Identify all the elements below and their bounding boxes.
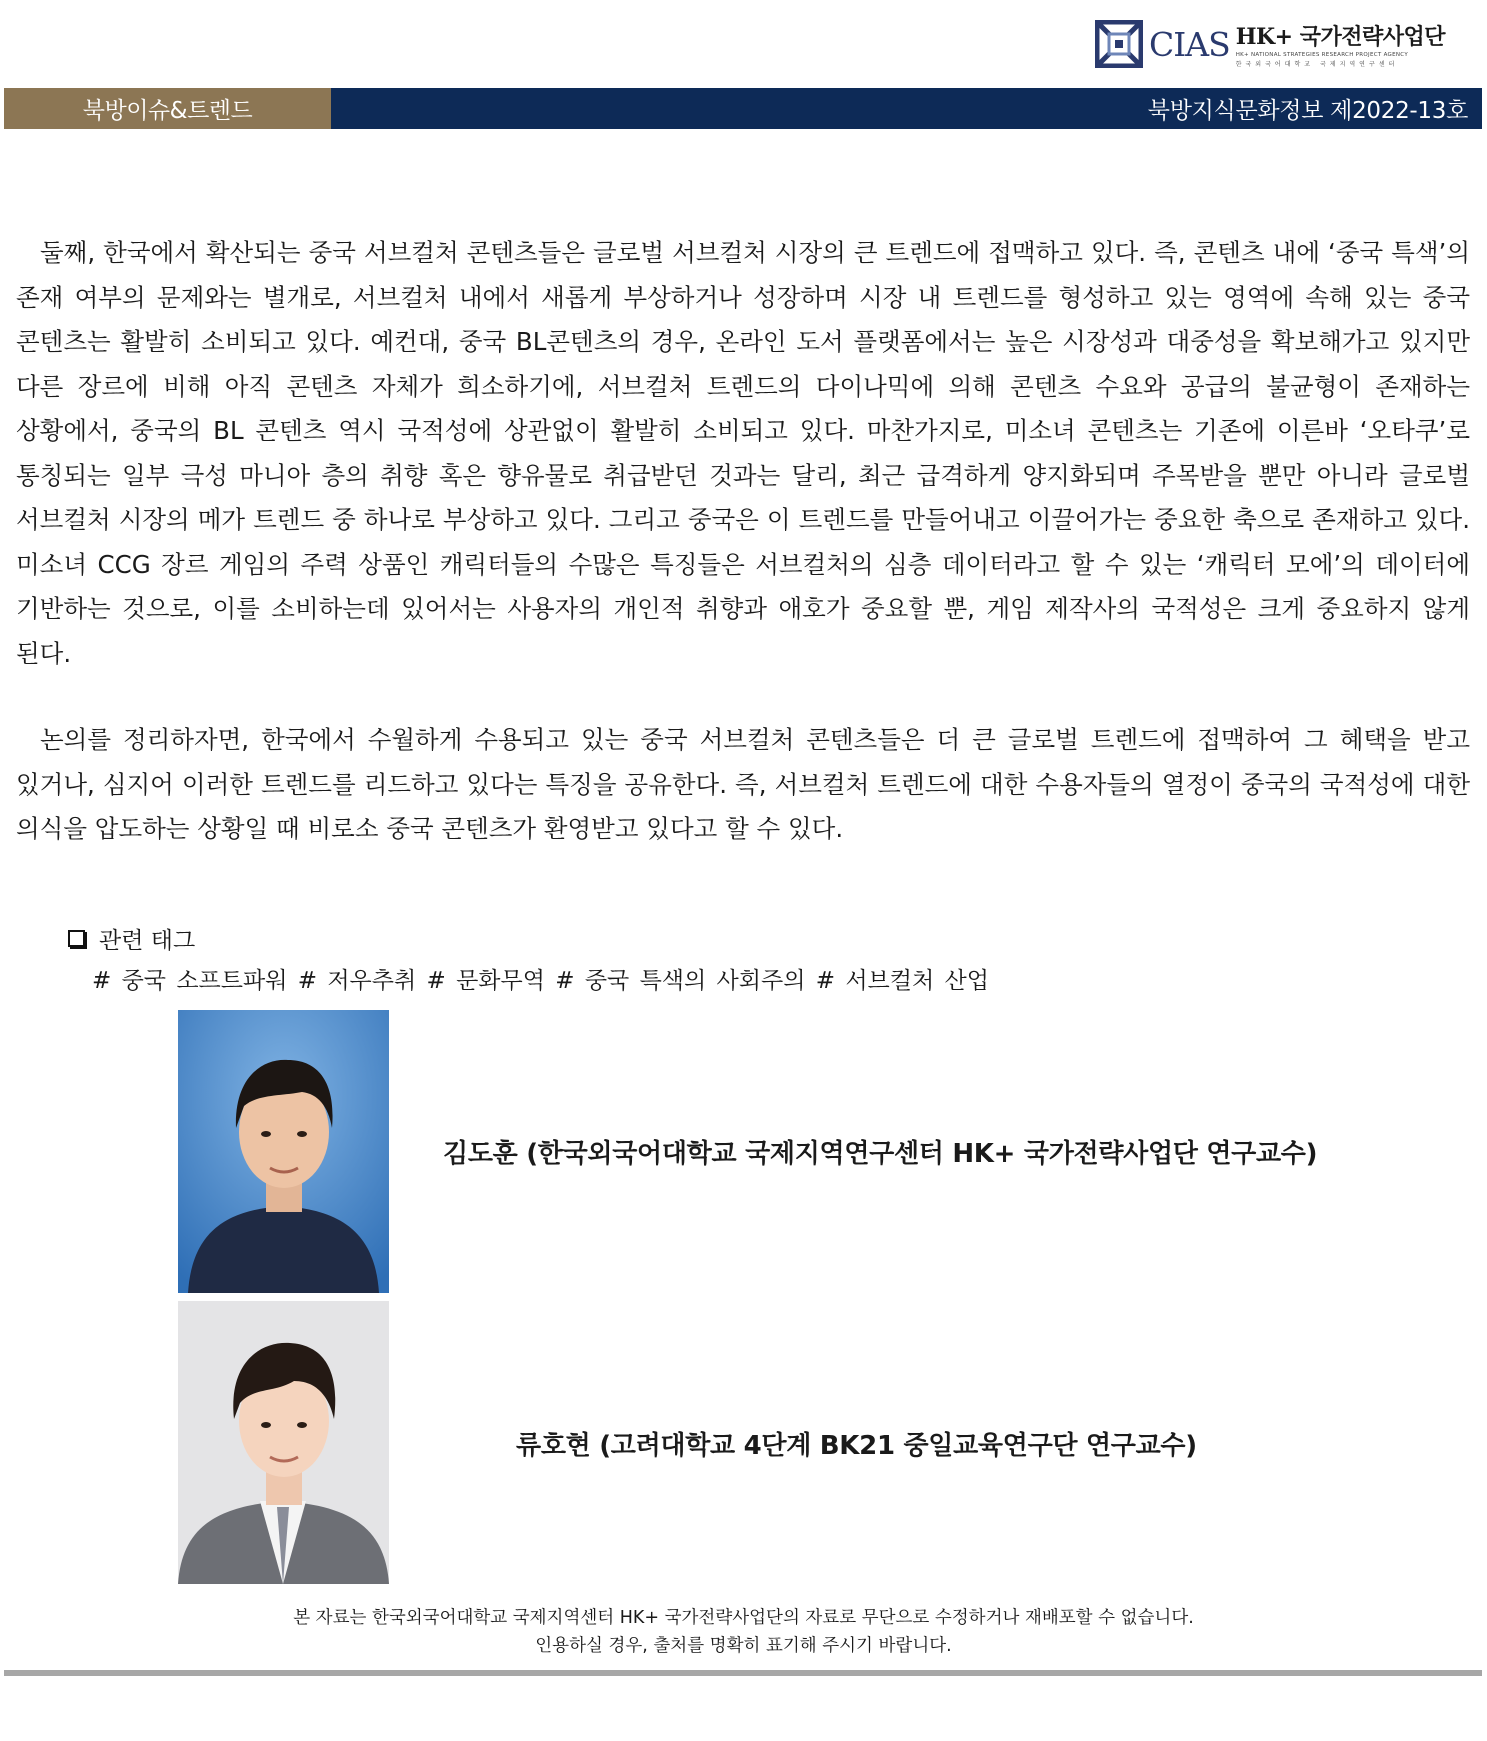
portrait-icon bbox=[178, 1010, 389, 1293]
footer-divider bbox=[4, 1670, 1482, 1676]
issue-number: 북방지식문화정보 제2022-13호 bbox=[331, 88, 1482, 129]
author-name-2: 류호현 (고려대학교 4단계 BK21 중일교육연구단 연구교수) bbox=[516, 1431, 1197, 1461]
cias-logo bbox=[1095, 20, 1445, 68]
related-tags-list: # 중국 소프트파워 # 저우추취 # 문화무역 # 중국 특색의 사회주의 # 서브컬처 산업 bbox=[92, 968, 989, 994]
portrait-icon bbox=[178, 1301, 389, 1584]
logo-title: HK+ 국가전략사업단 bbox=[1235, 24, 1445, 50]
citation-notice: 인용하실 경우, 출처를 명확히 표기해 주시기 바랍니다. bbox=[535, 1636, 952, 1656]
section-label: 북방이슈&트렌드 bbox=[4, 88, 331, 129]
author-name-1: 김도훈 (한국외국어대학교 국제지역연구센터 HK+ 국가전략사업단 연구교수) bbox=[443, 1139, 1318, 1169]
cias-emblem-icon bbox=[1095, 20, 1143, 68]
body-paragraph-2: 논의를 정리하자면, 한국에서 수월하게 수용되고 있는 중국 서브컬처 콘텐츠들은 더 큰 글로벌 트렌드에 접맥하여 그 혜택을 받고 있거나, 심지어 이러한 트렌드를 리드하고 있다는 특징을 공유한다. 즉, 서브컬처 트렌드에 대한 수용자들의 열정이 중국의 국적성에 대한 의식을 압도하는 상황일 때 비로소 중국 콘텐츠가 환영받고 있다고 할 수 있다. bbox=[16, 725, 1470, 843]
logo-cias-text: CIAS bbox=[1148, 24, 1230, 64]
header-banner bbox=[4, 88, 1482, 129]
related-tags-heading: 관련 태그 bbox=[68, 922, 195, 955]
logo-subtitle-ko: 한국외국어대학교 국제지역연구센터 bbox=[1235, 61, 1399, 68]
body-paragraph-1: 둘째, 한국에서 확산되는 중국 서브컬처 콘텐츠들은 글로벌 서브컬처 시장의 큰 트렌드에 접맥하고 있다. 즉, 콘텐츠 내에 ‘중국 특색’의 존재 여부의 문제와는 별개로, 서브컬처 내에서 새롭게 부상하거나 성장하며 시장 내 트렌드를 형성하고 있는 영역에 속해 있는 중국 콘텐츠는 활발히 소비되고 있다. 예컨대, 중국 BL콘텐츠의 경우, 온라인 도서 플랫폼에서는 높은 시장성과 대중성을 확보해가고 있지만 다른 장르에 비해 아직 콘텐츠 자체가 희소하기에, 서브컬처 트렌드의 다이나믹에 의해 콘텐츠 수요와 공급의 불균형이 존재하는 상황에서, 중국의 BL 콘텐츠 역시 국적성에 상관없이 활발히 소비되고 있다. 마찬가지로, 미소녀 콘텐츠는 기존에 이른바 ‘오타쿠’로 통칭되는 일부 극성 마니아 층의 취향 혹은 향유물로 취급받던 것과는 달리, 최근 급격하게 양지화되며 주목받을 뿐만 아니라 글로벌 서브컬처 시장의 메가 트렌드 중 하나로 부상하고 있다. 그리고 중국은 이 트렌드를 만들어내고 이끌어가는 중요한 축으로 존재하고 있다. 미소녀 CCG 장르 게임의 주력 상품인 캐릭터들의 수많은 특징들은 서브컬처의 심층 데이터라고 할 수 있는 ‘캐릭터 모에’의 데이터에 기반하는 것으로, 이를 소비하는데 있어서는 사용자의 개인적 취향과 애호가 중요할 뿐, 게임 제작사의 국적성은 크게 중요하지 않게 된다. bbox=[16, 238, 1470, 668]
copyright-notice: 본 자료는 한국외국어대학교 국제지역센터 HK+ 국가전략사업단의 자료로 무단으로 수정하거나 재배포할 수 없습니다. bbox=[293, 1608, 1194, 1628]
author-photo-1 bbox=[178, 1010, 389, 1293]
author-photo-2 bbox=[178, 1301, 389, 1584]
checkbox-bullet-icon bbox=[68, 930, 85, 947]
logo-subtitle-en: HK+ NATIONAL STRATEGIES RESEARCH PROJECT AGENCY bbox=[1235, 52, 1409, 58]
